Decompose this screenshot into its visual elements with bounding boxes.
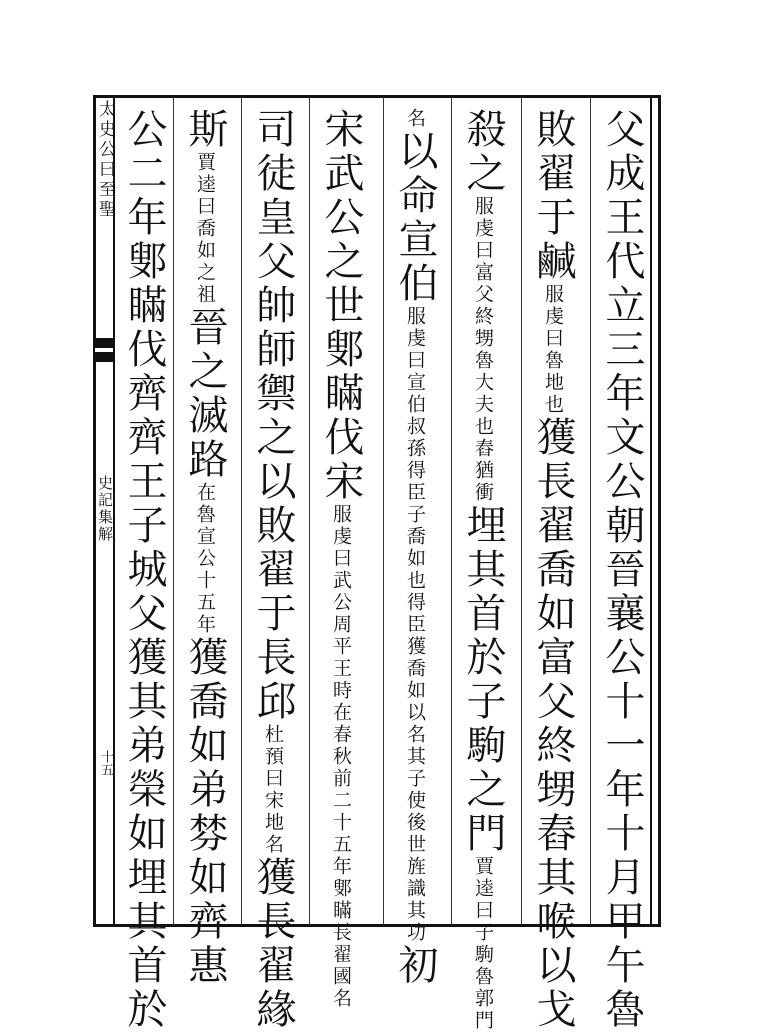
text-column-1 [596, 108, 648, 1032]
commentary-note: 在魯宣公十五年 [194, 482, 216, 636]
page-number: 十五 [98, 750, 113, 776]
commentary-note: 名 [404, 108, 426, 130]
text-column-5 [315, 108, 367, 1010]
main-text: 晉之滅路 [182, 306, 228, 482]
commentary-note: 賈逵曰喬如之祖 [194, 152, 216, 306]
main-text: 斯 [182, 108, 228, 152]
main-text: 獲長翟喬如富父終甥舂其喉以戈 [530, 416, 576, 1032]
column-separator [590, 97, 591, 925]
text-column-2 [527, 108, 579, 1032]
commentary-note: 服虔曰魯地也 [542, 284, 564, 416]
column-separator [173, 97, 174, 925]
column-separator [309, 97, 310, 925]
column-separator [383, 97, 384, 925]
text-column-3 [457, 108, 509, 1032]
commentary-note: 賈逵曰子駒魯郭門 [472, 856, 494, 1032]
main-text: 以命宣伯 [392, 130, 438, 306]
text-column-6 [247, 108, 299, 1032]
column-separator [451, 97, 452, 925]
text-column-8 [118, 108, 170, 1032]
commentary-note: 服虔曰武公周平王時在春秋前二十五年鄋瞞長翟國名 [330, 504, 352, 1010]
book-title: 史記集解 [96, 475, 114, 543]
main-text: 司徒皇父帥師禦之以敗翟于長邱 [250, 108, 296, 724]
margin-title: 太史公曰至聖 [95, 100, 115, 220]
main-text: 獲喬如弟棼如齊惠 [182, 636, 228, 988]
main-text: 初 [392, 944, 438, 988]
main-text: 宋武公之世鄋瞞伐宋 [318, 108, 364, 504]
commentary-note: 杜預曰宋地名 [262, 724, 284, 856]
text-column-4 [389, 108, 441, 988]
main-text: 父成王代立三年文公朝晉襄公十一年十月甲午魯 [599, 108, 645, 1032]
text-column-7 [179, 108, 231, 988]
commentary-note: 服虔曰富父終甥魯大夫也舂猶衝 [472, 196, 494, 504]
main-text: 公二年鄋瞞伐齊齊王子城父獲其弟榮如埋其首於 [121, 108, 167, 1032]
main-text: 獲長翟緣 [250, 856, 296, 1032]
main-text: 敗翟于鹹 [530, 108, 576, 284]
column-separator [521, 97, 522, 925]
right-border-line [650, 95, 652, 927]
commentary-note: 服虔曰宣伯叔孫得臣子喬如也得臣獲喬如以名其子使後世旌識其功 [404, 306, 426, 944]
column-separator [241, 97, 242, 925]
main-text: 殺之 [460, 108, 506, 196]
fishtail-mark-icon [95, 338, 113, 362]
main-text: 埋其首於子駒之門 [460, 504, 506, 856]
